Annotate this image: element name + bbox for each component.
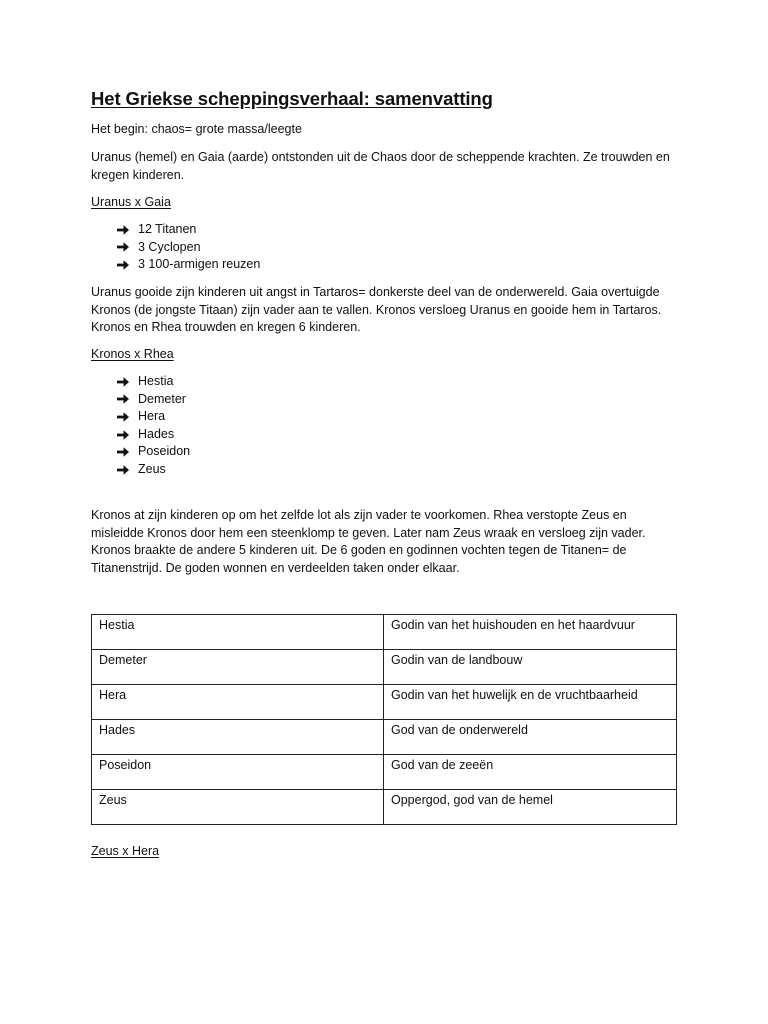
right-arrow-icon: [116, 224, 138, 236]
list-uranus-gaia-children: [116, 221, 260, 274]
table-row: [92, 685, 677, 720]
gods-table: [91, 614, 677, 825]
list-item: [116, 239, 260, 257]
right-arrow-icon: [116, 429, 138, 441]
table-cell-god: Hera: [92, 685, 384, 720]
list-item: [116, 256, 260, 274]
list-item: [116, 426, 190, 444]
list-item-label: Demeter: [138, 391, 186, 406]
list-item: [116, 408, 190, 426]
table-row: [92, 720, 677, 755]
list-item-label: 12 Titanen: [138, 222, 197, 237]
list-kronos-rhea-children: [116, 373, 190, 479]
paragraph-tartaros: Uranus gooide zijn kinderen uit angst in Tartaros= donkerste deel van de onderwereld. Gaia overtuigde Kronos (de jongste Titaan) zijn vader aan te vallen. Kronos versloeg Uranus en gooide hem in Tartaros. Kronos en Rhea trouwden en kregen 6 kinderen.: [91, 285, 662, 334]
table-cell-role: Godin van de landbouw: [384, 650, 677, 685]
list-item: [116, 221, 260, 239]
table-cell-god: Hades: [92, 720, 384, 755]
paragraph-titanenstrijd: Kronos at zijn kinderen op om het zelfde lot als zijn vader te voorkomen. Rhea verstopte Zeus en misleidde Kronos door hem een steenklomp te geven. Later nam Zeus wraak en versloeg zijn vader. Kronos braakte de andere 5 kinderen uit. De 6 goden en godinnen vochten tegen de Titanen= de Titanenstrijd. De goden wonnen en verdeelden taken onder elkaar.: [91, 508, 646, 575]
right-arrow-icon: [116, 241, 138, 253]
intro-text: Het begin: chaos= grote massa/leegte: [91, 122, 302, 136]
table-cell-god: Demeter: [92, 650, 384, 685]
section-heading-uranus-gaia: Uranus x Gaia: [91, 195, 171, 209]
table-cell-role: God van de zeeën: [384, 755, 677, 790]
list-item-label: Hera: [138, 409, 166, 424]
right-arrow-icon: [116, 446, 138, 458]
table-row: [92, 650, 677, 685]
list-item-label: 3 100-armigen reuzen: [138, 257, 261, 272]
page-title: Het Griekse scheppingsverhaal: samenvatting: [91, 88, 493, 109]
table-cell-role: Oppergod, god van de hemel: [384, 790, 677, 825]
list-item: [116, 461, 190, 479]
right-arrow-icon: [116, 376, 138, 388]
table-cell-role: Godin van het huwelijk en de vruchtbaarheid: [384, 685, 677, 720]
table-cell-god: Poseidon: [92, 755, 384, 790]
table-row: [92, 755, 677, 790]
list-item: [116, 391, 190, 409]
paragraph-uranus-gaia: Uranus (hemel) en Gaia (aarde) ontstonden uit de Chaos door de scheppende krachten. Ze trouwden en kregen kinderen.: [91, 150, 670, 182]
list-item-label: Poseidon: [138, 444, 191, 459]
table-cell-god: Hestia: [92, 615, 384, 650]
table-row: [92, 615, 677, 650]
list-item-label: Hestia: [138, 374, 174, 389]
right-arrow-icon: [116, 393, 138, 405]
table-row: [92, 790, 677, 825]
list-item-label: Zeus: [138, 462, 166, 477]
table-cell-role: Godin van het huishouden en het haardvuur: [384, 615, 677, 650]
right-arrow-icon: [116, 411, 138, 423]
section-heading-zeus-hera: Zeus x Hera: [91, 844, 160, 858]
list-item-label: Hades: [138, 426, 175, 441]
right-arrow-icon: [116, 464, 138, 476]
table-cell-role: God van de onderwereld: [384, 720, 677, 755]
section-heading-kronos-rhea: Kronos x Rhea: [91, 347, 174, 361]
table-cell-god: Zeus: [92, 790, 384, 825]
list-item: [116, 443, 190, 461]
right-arrow-icon: [116, 259, 138, 271]
list-item: [116, 373, 190, 391]
list-item-label: 3 Cyclopen: [138, 239, 201, 254]
